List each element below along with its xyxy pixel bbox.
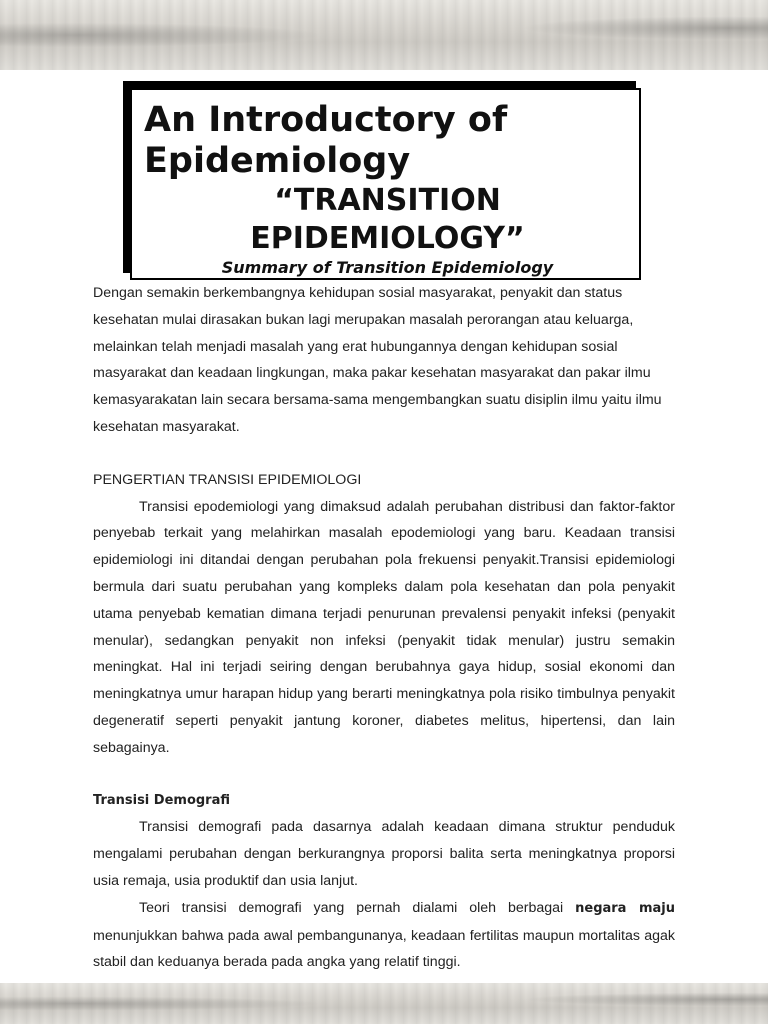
paper-texture-top (0, 0, 768, 70)
paragraph-text: Teori transisi demografi yang pernah dialami oleh berbagai (139, 899, 576, 916)
section-paragraph-demografi-1: Transisi demografi pada dasarnya adalah keadaan dimana struktur penduduk mengalami perubahan dengan berkurangnya proporsi balita serta meningkatnya proporsi usia remaja, usia produktif dan usia lanjut. (93, 819, 675, 889)
paper-texture-bottom (0, 983, 768, 1024)
title-box (130, 88, 641, 280)
spacer (93, 441, 675, 467)
document-title: An Introductory of Epidemiology (144, 100, 508, 181)
emphasis-negara-maju: negara maju (575, 900, 675, 916)
section-heading-demografi: Transisi Demografi (93, 792, 231, 808)
section-paragraph-demografi-2 (93, 895, 675, 976)
section-paragraph-pengertian: Transisi epodemiologi yang dimaksud adalah perubahan distribusi dan faktor-faktor penyebab terkait yang melahirkan masalah epodemiologi yang baru. Keadaan transisi epidemiologi ini ditandai dengan perubahan pola frekuensi penyakit.Transisi epidemiologi bermula dari suatu perubahan yang kompleks dalam pola kesehatan dan pola penyakit utama penyebab kematian dimana terjadi penurunan prevalensi penyakit infeksi (penyakit menular), sedangkan penyakit non infeksi (penyakit tidak menular) justru semakin meningkat. Hal ini terjadi seiring dengan berubahnya gaya hidup, sosial ekonomi dan meningkatnya umur harapan hidup yang berarti meningkatnya pola risiko timbulnya penyakit degeneratif seperti penyakit jantung koroner, diabetes melitus, hipertensi, dan lain sebagainya. (93, 498, 675, 756)
paragraph-text: menunjukkan bahwa pada awal pembangunanya, keadaan fertilitas maupun mortalitas agak stabil dan keduanya berada pada angka yang relatif tinggi. (93, 927, 675, 971)
document-subtitle: “TRANSITION EPIDEMIOLOGY” (250, 183, 525, 256)
spacer (93, 762, 675, 788)
document-summary-caption: Summary of Transition Epidemiology (221, 258, 554, 277)
document-body (93, 280, 675, 976)
intro-paragraph: Dengan semakin berkembangnya kehidupan sosial masyarakat, penyakit dan status kesehatan mulai dirasakan bukan lagi merupakan masalah perorangan atau keluarga, melainkan telah menjadi masalah yang erat hubungannya dengan kehidupan sosial masyarakat dan keadaan lingkungan, maka pakar kesehatan masyarakat dan pakar ilmu kemasyarakatan lain secara bersama-sama mengembangkan suatu disiplin ilmu yaitu ilmu kesehatan masyarakat. (93, 285, 662, 435)
section-heading-pengertian: PENGERTIAN TRANSISI EPIDEMIOLOGI (93, 471, 362, 488)
